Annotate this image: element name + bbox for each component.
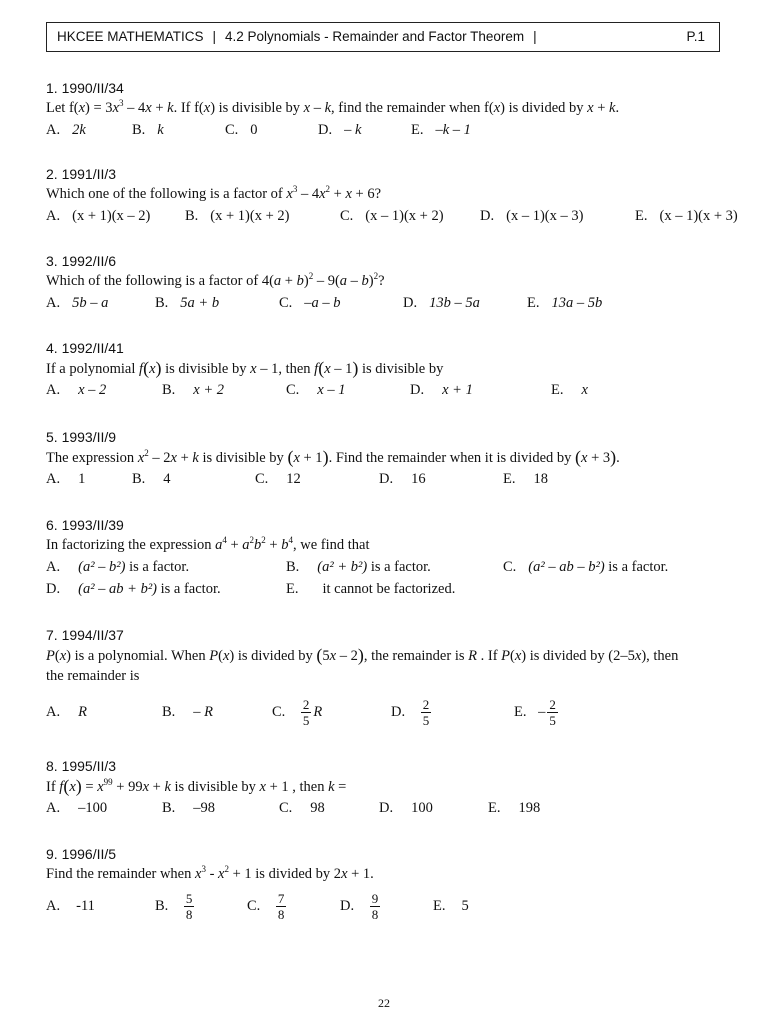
- options-row: [46, 887, 746, 925]
- question-stem: If $f(x) = x^{99} + 99x + k$ is divisible by x + 1 , then k =: [46, 776, 347, 796]
- question-title: 1. 1990/II/34: [46, 80, 124, 96]
- option-e: E. (x – 1)(x + 3): [635, 208, 738, 224]
- option-a: A. -11: [46, 898, 95, 914]
- header-topic: 4.2 Polynomials - Remainder and Factor Theorem: [225, 29, 525, 44]
- fraction: $\frac{2}{5}$: [422, 697, 430, 729]
- options-row: [46, 797, 746, 819]
- option-b: B. (a² + b²) is a factor.: [286, 559, 431, 575]
- option-a: A. 5b – a: [46, 295, 109, 311]
- option-a: A. (x + 1)(x – 2): [46, 208, 151, 224]
- question-title: 9. 1996/II/5: [46, 846, 117, 862]
- options-row: [46, 693, 746, 731]
- page-number: 22: [378, 996, 390, 1010]
- fraction: $\frac{9}{8}$: [371, 891, 379, 923]
- option-b: B. 5a + b: [155, 295, 220, 311]
- options-row: [46, 578, 746, 600]
- question-title: 5. 1993/II/9: [46, 429, 117, 445]
- option-a: A. 1: [46, 471, 86, 487]
- option-c: C. (a² – ab – b²) is a factor.: [503, 559, 669, 575]
- options-row: [46, 292, 746, 314]
- options-row: [46, 205, 746, 227]
- option-b: B. $\frac{5}{8}$: [155, 891, 193, 923]
- question-stem: Which one of the following is a factor of $x^3 - 4x^2 + x + 6$?: [46, 184, 382, 202]
- option-e: E. it cannot be factorized.: [286, 581, 456, 597]
- option-e: E. 13a – 5b: [527, 295, 603, 311]
- question-4: [46, 338, 746, 401]
- question-stem: Find the remainder when $x^3 - x^2 + 1$ is divided by 2x + 1.: [46, 864, 374, 882]
- question-title: 7. 1994/II/37: [46, 627, 124, 643]
- option-a: A. –100: [46, 800, 108, 816]
- question-6: [46, 515, 746, 600]
- question-7: [46, 625, 746, 731]
- option-b: B. (x + 1)(x + 2): [185, 208, 290, 224]
- option-b: B. –98: [162, 800, 216, 816]
- question-stem: If a polynomial f(x) is divisible by x – 1, then f(x – 1) is divisible by: [46, 358, 444, 378]
- option-a: A. (a² – b²) is a factor.: [46, 559, 190, 575]
- option-a: A. 2k: [46, 122, 86, 138]
- option-b: B. k: [132, 122, 164, 138]
- question-9: [46, 844, 746, 925]
- option-e: E. – $\frac{2}{5}$: [514, 697, 556, 729]
- fraction: $\frac{7}{8}$: [277, 891, 285, 923]
- question-title: 2. 1991/II/3: [46, 166, 117, 182]
- question-title: 8. 1995/II/3: [46, 758, 117, 774]
- question-stem: P(x) is a polynomial. When P(x) is divided by (5x – 2), the remainder is R . If P(x) is divided by (2–5x), then: [46, 645, 679, 665]
- options-row: [46, 379, 746, 401]
- option-b: B. x + 2: [162, 382, 225, 398]
- option-e: E. 5: [433, 898, 469, 914]
- option-d: D. 13b – 5a: [403, 295, 480, 311]
- option-d: D. 16: [379, 471, 426, 487]
- header-page: P.1: [686, 29, 705, 44]
- option-c: C. $\frac{7}{8}$: [247, 891, 285, 923]
- option-c: C. –a – b: [279, 295, 341, 311]
- header-subject: HKCEE MATHEMATICS: [57, 29, 204, 44]
- question-stem: In factorizing the expression $a^4 + a^2b^2 + b^4$, we find that: [46, 535, 370, 553]
- option-e: E. x: [551, 382, 588, 398]
- option-d: D. $\frac{9}{8}$: [340, 891, 379, 923]
- question-title: 3. 1992/II/6: [46, 253, 117, 269]
- option-d: D. $\frac{2}{5}$: [391, 697, 430, 729]
- options-row: [46, 468, 746, 490]
- header-separator: |: [533, 29, 537, 44]
- options-row: [46, 556, 746, 578]
- option-d: D. 100: [379, 800, 433, 816]
- option-b: B. 4: [132, 471, 171, 487]
- option-b: B. – R: [162, 704, 214, 720]
- fraction: $\frac{2}{5}$: [302, 697, 310, 729]
- options-row: [46, 119, 746, 141]
- option-c: C. 0: [225, 122, 258, 138]
- option-a: A. R: [46, 704, 87, 720]
- question-title: 4. 1992/II/41: [46, 340, 124, 356]
- option-c: C. 12: [255, 471, 301, 487]
- question-8: [46, 756, 746, 819]
- fraction: $\frac{2}{5}$: [549, 697, 556, 729]
- question-stem: Which of the following is a factor of $4(a + b)^2 - 9(a - b)^2$?: [46, 271, 385, 289]
- question-stem: The expression $x^2 - 2x + k$ is divisible by (x + 1). Find the remainder when it is divided by (x + 3).: [46, 447, 620, 467]
- option-c: C. (x – 1)(x + 2): [340, 208, 444, 224]
- question-1: [46, 78, 746, 141]
- option-c: C. x – 1: [286, 382, 346, 398]
- question-5: [46, 427, 746, 490]
- question-title: 6. 1993/II/39: [46, 517, 124, 533]
- option-e: E. –k – 1: [411, 122, 471, 138]
- question-3: [46, 251, 746, 314]
- option-d: D. x + 1: [410, 382, 473, 398]
- page-header: [46, 22, 720, 52]
- question-stem-line-2: the remainder is: [46, 668, 140, 684]
- option-e: E. 18: [503, 471, 548, 487]
- option-d: D. (a² – ab + b²) is a factor.: [46, 581, 221, 597]
- option-e: E. 198: [488, 800, 541, 816]
- option-c: C. 98: [279, 800, 325, 816]
- option-a: A. x – 2: [46, 382, 107, 398]
- header-left: [57, 29, 546, 44]
- option-d: D. – k: [318, 122, 362, 138]
- fraction: $\frac{5}{8}$: [185, 891, 193, 923]
- option-c: C. $\frac{2}{5}$ R: [272, 697, 323, 729]
- header-separator: |: [212, 29, 217, 44]
- option-d: D. (x – 1)(x – 3): [480, 208, 584, 224]
- question-stem: Let $f(x) = 3x^3 - 4x + k$. If f(x) is divisible by x – k, find the remainder when f(x) is divided by x + k.: [46, 98, 620, 116]
- question-2: [46, 164, 746, 227]
